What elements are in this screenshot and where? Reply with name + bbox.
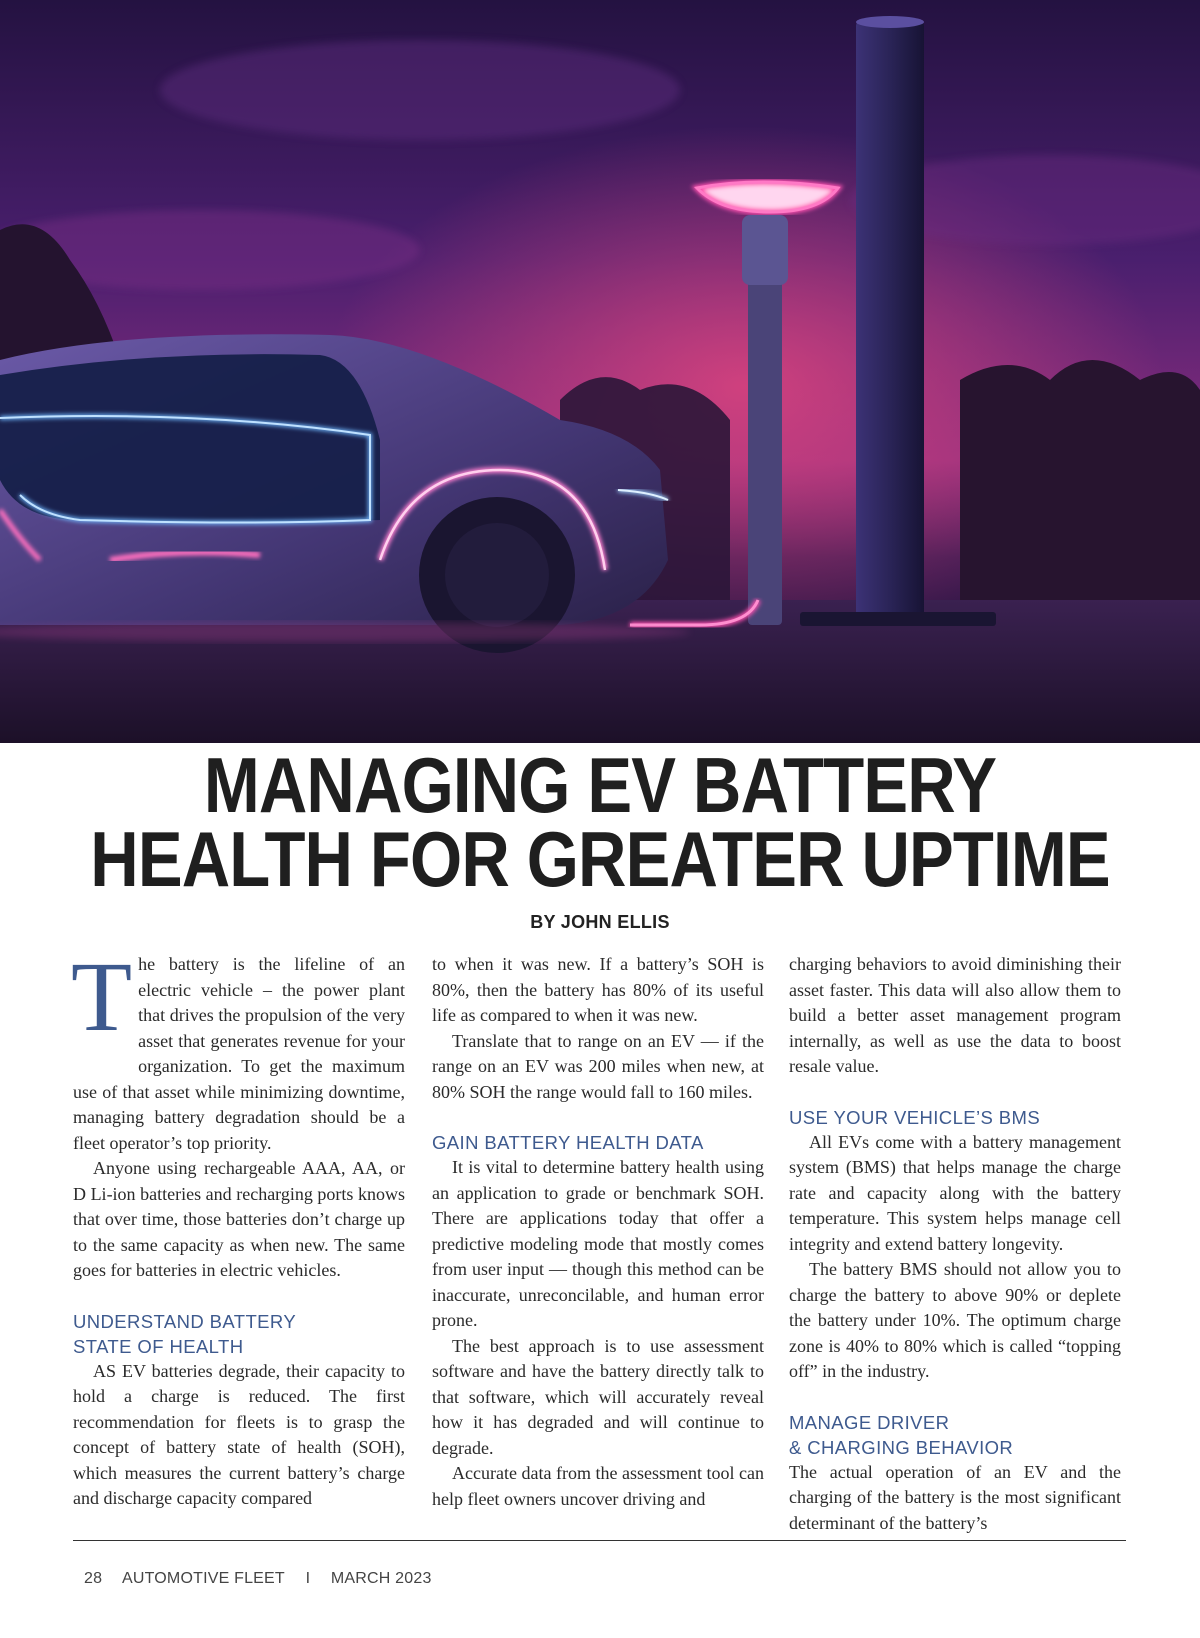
subhead-line: MANAGE DRIVER (789, 1411, 950, 1433)
headline-line-1: MANAGING EV BATTERY (203, 741, 997, 829)
paragraph: Accurate data from the assessment tool can help fleet owners uncover driving and (432, 1463, 764, 1509)
byline: BY JOHN ELLIS (530, 912, 670, 932)
ev-charging-illustration (0, 0, 1200, 743)
paragraph: All EVs come with a battery management system (BMS) that helps manage the charge rate and capacity along with the battery temperature. This system helps manage cell integrity and extend battery longevity. (789, 1131, 1121, 1254)
paragraph-text: he battery is the lifeline of an electric vehicle – the power plant that drives the propulsion of the very asset that generates revenue for your organization. To get the maximum use of that asset while minimizing downtime, managing battery degradation should be a fleet operator’s top priority. (73, 954, 405, 1153)
paragraph: charging behaviors to avoid diminishing their asset faster. This data will also allow them to build a better asset management program internally, as well as use the data to boost resale value. (789, 954, 1121, 1076)
publication-name: AUTOMOTIVE FLEET (121, 1570, 285, 1587)
subhead-gain-data: GAIN BATTERY HEALTH DATA (432, 1132, 704, 1153)
paragraph: It is vital to determine battery health using an application to grade or benchmark SOH. There are applications today that offer a predictive modeling mode that mostly comes from user input — though this method can be inaccurate, unreconcilable, and human error prone. (432, 1157, 764, 1330)
article-headline (84, 741, 1116, 903)
page-number: 28 (84, 1570, 103, 1587)
page-footer (84, 1570, 448, 1588)
article-column-2 (432, 952, 764, 1512)
paragraph: Anyone using rechargeable AAA, AA, or D Li-ion batteries and recharging ports knows that over time, those batteries don’t charge up to the same capacity as when new. The same goes for batteries in electric vehicles. (73, 1158, 405, 1280)
drop-cap: T (71, 941, 133, 1052)
subhead-line: STATE OF HEALTH (73, 1335, 244, 1357)
pillar-shape (856, 20, 924, 620)
subhead-line: & CHARGING BEHAVIOR (789, 1436, 1014, 1458)
article-column-3 (789, 952, 1121, 1536)
paragraph: The best approach is to use assessment software and have the battery directly talk to that software, which will accurately reveal how it has degraded and will continue to degrade. (432, 1335, 764, 1458)
paragraph: to when it was new. If a battery’s SOH is 80%, then the battery has 80% of its useful life as compared to when it was new. (432, 954, 764, 1025)
paragraph: The battery BMS should not allow you to charge the battery to above 90% or deplete the battery under 10%. The optimum charge zone is 40% to 80% which is called “topping off” in the industry. (789, 1259, 1121, 1381)
paragraph (71, 941, 405, 1156)
subhead-manage-behavior (789, 1410, 1121, 1460)
paragraph: AS EV batteries degrade, their capacity to hold a charge is reduced. The first recommendation for fleets is to grasp the concept of battery state of health (SOH), which measures the current battery’s charge and discharge capacity compared (73, 1360, 405, 1508)
footer-rule (73, 1540, 1126, 1541)
hero-image (0, 0, 1200, 743)
paragraph: Translate that to range on an EV — if the range on an EV was 200 miles when new, at 80% SOH the range would fall to 160 miles. (432, 1030, 764, 1102)
subhead-line: UNDERSTAND BATTERY (73, 1310, 297, 1332)
article-column-1 (71, 941, 405, 1512)
headline-line-2: HEALTH FOR GREATER UPTIME (90, 815, 1110, 903)
subhead-use-bms: USE YOUR VEHICLE’S BMS (789, 1106, 1041, 1128)
footer-separator: I (305, 1570, 311, 1587)
subhead-understand-soh (73, 1309, 405, 1359)
issue-date: MARCH 2023 (330, 1570, 432, 1587)
paragraph: The actual operation of an EV and the charging of the battery is the most significant determinant of the battery’s (789, 1461, 1121, 1533)
